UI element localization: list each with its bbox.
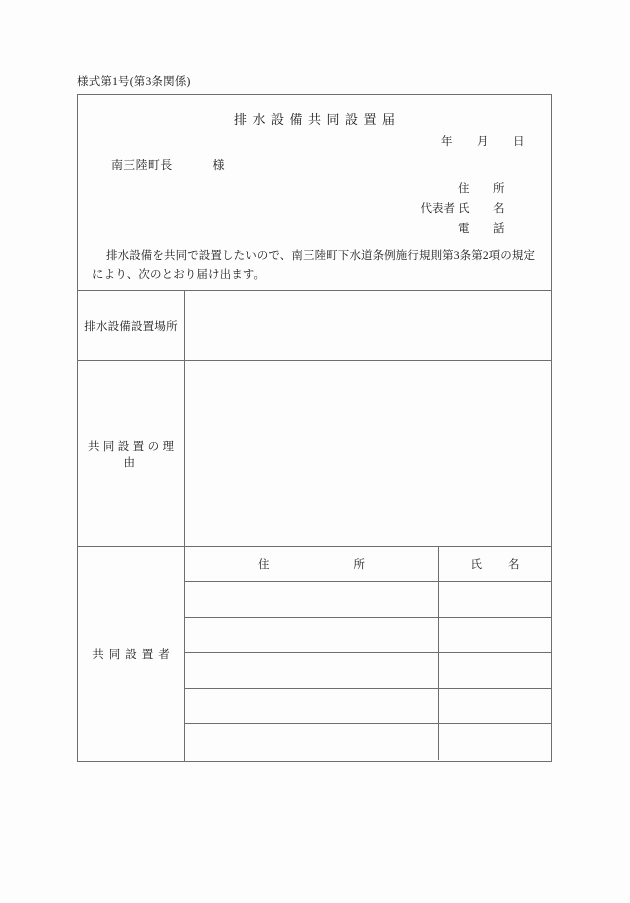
- date-month-label: 月: [477, 136, 489, 148]
- column-header-address-end: 所: [353, 559, 365, 571]
- date-year-label: 年: [441, 136, 453, 148]
- label-joint-installers: 共同設置者: [78, 547, 185, 761]
- cell-address[interactable]: [185, 582, 439, 617]
- cell-address[interactable]: [185, 724, 439, 760]
- form-frame: [77, 94, 552, 762]
- body-paragraph: 排水設備を共同で設置したいので、南三陸町下水道条例施行規則第3条第2項の規定により、次のとおり届け出ます。: [92, 250, 536, 281]
- table-row: [185, 689, 551, 725]
- field-joint-reason[interactable]: [185, 361, 551, 546]
- date-line: [441, 133, 525, 149]
- table-row: [185, 582, 551, 618]
- form-number: 様式第1号(第3条関係): [77, 76, 191, 88]
- joint-installers-table: [185, 547, 551, 761]
- applicant-address-label: 住 所: [458, 183, 511, 195]
- table-header-row: [185, 547, 551, 582]
- cell-name[interactable]: [439, 724, 551, 760]
- column-header-address-start: 住: [258, 559, 270, 571]
- table-row: [185, 653, 551, 689]
- applicant-representative-label: 代表者: [420, 203, 455, 215]
- cell-name[interactable]: [439, 689, 551, 724]
- column-header-name-start: 氏: [470, 559, 482, 571]
- column-header-name-end: 名: [508, 559, 520, 571]
- applicant-phone-label: 電 話: [458, 223, 511, 235]
- cell-address[interactable]: [185, 618, 439, 653]
- field-installation-place[interactable]: [185, 291, 551, 360]
- date-day-label: 日: [513, 136, 525, 148]
- addressee-recipient: 南三陸町長: [111, 158, 173, 172]
- cell-name[interactable]: [439, 653, 551, 688]
- row-joint-reason: [78, 361, 551, 547]
- row-installation-place: [78, 291, 551, 361]
- row-joint-installers: [78, 547, 551, 761]
- table-row: [185, 724, 551, 760]
- column-header-address: [185, 547, 439, 581]
- addressee-honorific: 様: [212, 158, 225, 172]
- cell-name[interactable]: [439, 582, 551, 617]
- addressee-line: [111, 156, 225, 173]
- document-title: 排水設備共同設置届: [233, 112, 401, 127]
- table-row: [185, 618, 551, 654]
- label-joint-reason: 共同設置の理由: [78, 361, 185, 546]
- form-header-block: [78, 95, 551, 291]
- label-installation-place: 排水設備設置場所: [78, 291, 185, 360]
- cell-address[interactable]: [185, 689, 439, 724]
- column-header-name: [439, 547, 551, 581]
- cell-address[interactable]: [185, 653, 439, 688]
- applicant-name-label: 氏 名: [458, 203, 511, 215]
- cell-name[interactable]: [439, 618, 551, 653]
